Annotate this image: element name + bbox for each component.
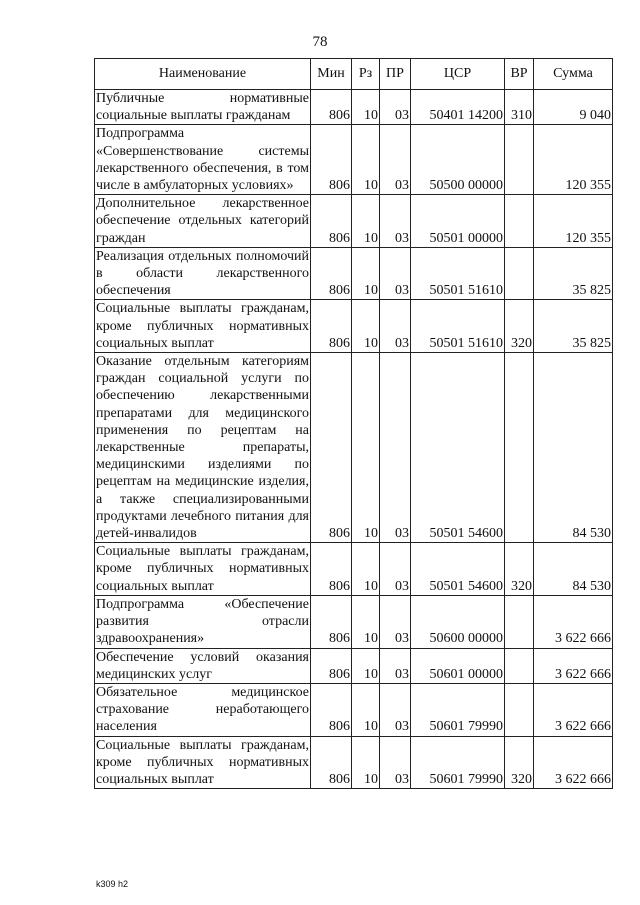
row-name: Социальные выплаты гражданам, кроме публичных нормативных социальных выплат: [96, 301, 309, 351]
header-sum: Сумма: [534, 59, 613, 90]
row-min: 806: [311, 648, 352, 683]
row-csr: 50501 51610: [411, 247, 505, 300]
row-min: 806: [311, 353, 352, 543]
row-sum: 35 825: [534, 300, 613, 353]
row-rz: 10: [352, 736, 380, 789]
header-csr: ЦСР: [411, 59, 505, 90]
row-pr: 03: [380, 543, 411, 596]
row-name: Социальные выплаты гражданам, кроме публичных нормативных социальных выплат: [96, 737, 309, 787]
row-sum: 120 355: [534, 195, 613, 248]
row-vr: 320: [505, 543, 534, 596]
table-row: [95, 195, 613, 248]
row-sum: 3 622 666: [534, 683, 613, 736]
row-min: 806: [311, 683, 352, 736]
row-pr: 03: [380, 90, 411, 125]
row-rz: 10: [352, 595, 380, 648]
row-pr: 03: [380, 300, 411, 353]
row-pr: 03: [380, 595, 411, 648]
row-vr: [505, 125, 534, 195]
row-pr: 03: [380, 683, 411, 736]
row-rz: 10: [352, 90, 380, 125]
row-name: Дополнительное лекарственное обеспечение отдельных категорий граждан: [96, 196, 309, 246]
table-row: [95, 648, 613, 683]
row-sum: 35 825: [534, 247, 613, 300]
header-min: Мин: [311, 59, 352, 90]
row-csr: 50501 00000: [411, 195, 505, 248]
row-vr: 320: [505, 736, 534, 789]
table-row: [95, 736, 613, 789]
header-pr: ПР: [380, 59, 411, 90]
row-sum: 3 622 666: [534, 595, 613, 648]
row-name: Обеспечение условий оказания медицинских услуг: [96, 649, 309, 682]
row-min: 806: [311, 543, 352, 596]
row-vr: 320: [505, 300, 534, 353]
row-pr: 03: [380, 247, 411, 300]
row-rz: 10: [352, 648, 380, 683]
table-row: [95, 247, 613, 300]
row-sum: 3 622 666: [534, 736, 613, 789]
row-name: Публичные нормативные социальные выплаты гражданам: [96, 91, 309, 124]
row-name: Подпрограмма «Обеспечение развития отрасли здравоохранения»: [96, 596, 309, 647]
row-rz: 10: [352, 300, 380, 353]
row-vr: 310: [505, 90, 534, 125]
row-rz: 10: [352, 195, 380, 248]
row-csr: 50501 51610: [411, 300, 505, 353]
row-sum: 3 622 666: [534, 648, 613, 683]
row-pr: 03: [380, 353, 411, 543]
row-csr: 50601 79990: [411, 683, 505, 736]
budget-table: [94, 58, 613, 789]
row-sum: 9 040: [534, 90, 613, 125]
table-header-row: [95, 59, 613, 90]
row-pr: 03: [380, 195, 411, 248]
row-rz: 10: [352, 247, 380, 300]
page-number: 78: [312, 34, 328, 50]
row-csr: 50601 79990: [411, 736, 505, 789]
row-csr: 50501 54600: [411, 353, 505, 543]
row-name: Обязательное медицинское страхование неработающего населения: [96, 684, 309, 735]
row-min: 806: [311, 300, 352, 353]
row-rz: 10: [352, 125, 380, 195]
table-row: [95, 125, 613, 195]
row-vr: [505, 195, 534, 248]
row-min: 806: [311, 195, 352, 248]
table-row: [95, 90, 613, 125]
row-csr: 50600 00000: [411, 595, 505, 648]
footer-code: k309 h2: [96, 879, 129, 889]
row-sum: 120 355: [534, 125, 613, 195]
row-sum: 84 530: [534, 353, 613, 543]
table-row: [95, 300, 613, 353]
row-name: Подпрограмма «Совершенствование системы лекарственного обеспечения, в том числе в амбулаторных условиях»: [96, 126, 309, 194]
row-name: Социальные выплаты гражданам, кроме публичных нормативных социальных выплат: [96, 544, 309, 594]
row-min: 806: [311, 595, 352, 648]
table-row: [95, 353, 613, 543]
row-csr: 50601 00000: [411, 648, 505, 683]
table-row: [95, 543, 613, 596]
header-name: Наименование: [95, 59, 311, 90]
row-pr: 03: [380, 736, 411, 789]
row-vr: [505, 683, 534, 736]
row-min: 806: [311, 90, 352, 125]
table-row: [95, 683, 613, 736]
row-vr: [505, 595, 534, 648]
header-rz: Рз: [352, 59, 380, 90]
row-min: 806: [311, 125, 352, 195]
row-min: 806: [311, 247, 352, 300]
row-csr: 50401 14200: [411, 90, 505, 125]
row-name: Реализация отдельных полномочий в области лекарственного обеспечения: [96, 248, 309, 299]
row-vr: [505, 648, 534, 683]
row-rz: 10: [352, 683, 380, 736]
row-name: Оказание отдельным категориям граждан социальной услуги по обеспечению лекарственными препаратами для медицинского применения по рецептам на лекарственные препараты, медицинскими изделиями по рецептам на медицинские изделия, а также специализированными продуктами лечебного питания для детей-инвалидов: [96, 354, 309, 542]
row-sum: 84 530: [534, 543, 613, 596]
table-row: [95, 595, 613, 648]
row-rz: 10: [352, 543, 380, 596]
row-vr: [505, 247, 534, 300]
row-pr: 03: [380, 648, 411, 683]
header-vr: ВР: [505, 59, 534, 90]
row-pr: 03: [380, 125, 411, 195]
row-csr: 50501 54600: [411, 543, 505, 596]
row-min: 806: [311, 736, 352, 789]
row-vr: [505, 353, 534, 543]
row-csr: 50500 00000: [411, 125, 505, 195]
row-rz: 10: [352, 353, 380, 543]
